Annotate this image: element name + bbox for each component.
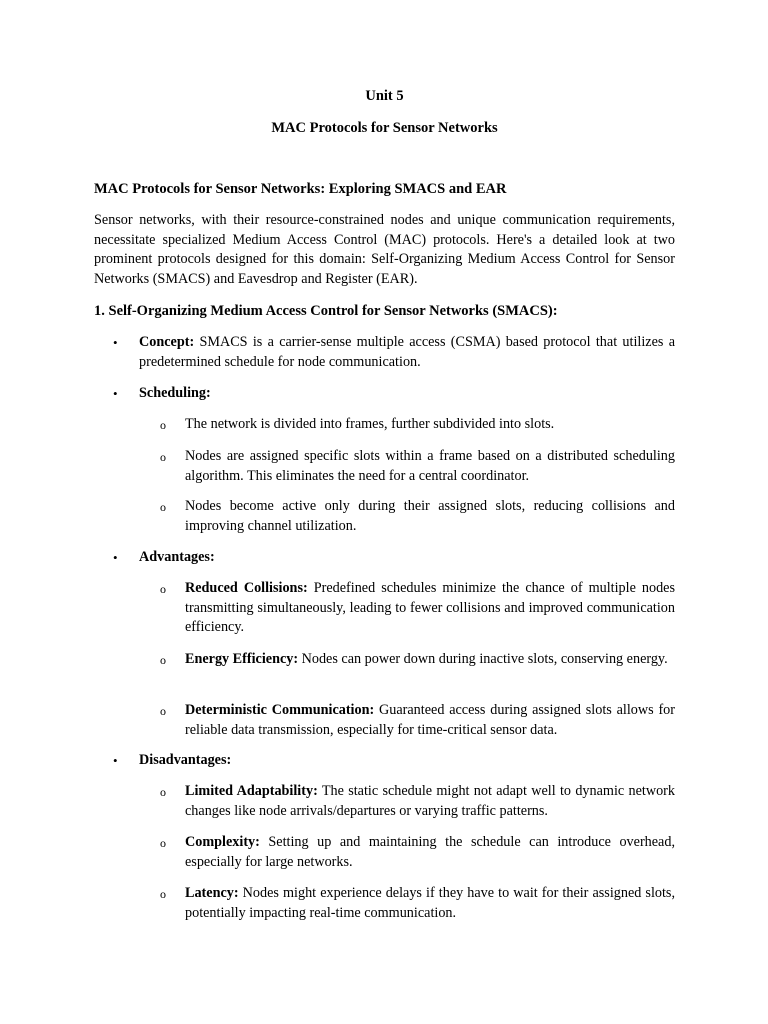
scheduling-item-text: The network is divided into frames, further subdivided into slots. bbox=[185, 416, 555, 432]
scheduling-item-text: Nodes are assigned specific slots within a frame based on a distributed scheduling algorithm. This eliminates the need for a central coordinator. bbox=[185, 448, 675, 484]
concept-text: SMACS is a carrier-sense multiple access (CSMA) based protocol that utilizes a predetermined schedule for node communication. bbox=[139, 334, 675, 370]
scheduling-label: Scheduling: bbox=[139, 385, 211, 401]
disadvantage-text: Nodes might experience delays if they have to wait for their assigned slots, potentially impacting real-time communication. bbox=[185, 885, 675, 921]
disadvantage-label: Latency: bbox=[185, 885, 239, 901]
advantage-label: Energy Efficiency: bbox=[185, 651, 299, 667]
bullet-glyph: • bbox=[113, 550, 118, 565]
list-item-scheduling bbox=[113, 384, 675, 404]
disadvantage-text: The static schedule might not adapt well to dynamic network changes like node arrivals/departures or varying traffic patterns. bbox=[185, 783, 675, 819]
list-item bbox=[160, 833, 675, 872]
disadvantages-label: Disadvantages: bbox=[139, 752, 232, 768]
sub-bullet-glyph: o bbox=[160, 704, 166, 718]
scheduling-item-text: Nodes become active only during their assigned slots, reducing collisions and improving channel utilization. bbox=[185, 498, 675, 534]
unit-label: Unit 5 bbox=[365, 88, 404, 104]
sub-bullet-glyph: o bbox=[160, 582, 166, 596]
disadvantage-label: Complexity: bbox=[185, 834, 260, 850]
list-item bbox=[160, 650, 675, 670]
list-item bbox=[160, 884, 675, 923]
sub-bullet-glyph: o bbox=[160, 836, 166, 850]
list-item-concept bbox=[113, 333, 675, 372]
list-item bbox=[160, 782, 675, 821]
smacs-heading: 1. Self-Organizing Medium Access Control for Sensor Networks (SMACS): bbox=[94, 303, 558, 319]
advantage-label: Reduced Collisions: bbox=[185, 580, 308, 596]
list-item-disadvantages bbox=[113, 751, 675, 771]
list-item bbox=[160, 701, 675, 740]
list-item bbox=[160, 447, 675, 486]
sub-bullet-glyph: o bbox=[160, 785, 166, 799]
sub-bullet-glyph: o bbox=[160, 418, 166, 432]
intro-paragraph: Sensor networks, with their resource-constrained nodes and unique communication requirements, necessitate specialized Medium Access Control (MAC) protocols. Here's a detailed look at two prominent protocols designed for this domain: Self-Organizing Medium Access Control for Sensor Networks (SMACS) and Eavesdrop and Register (EAR). bbox=[94, 212, 675, 287]
disadvantage-text: Setting up and maintaining the schedule can introduce overhead, especially for large networks. bbox=[185, 834, 675, 870]
sub-bullet-glyph: o bbox=[160, 653, 166, 667]
section-heading: MAC Protocols for Sensor Networks: Exploring SMACS and EAR bbox=[94, 181, 507, 197]
advantage-label: Deterministic Communication: bbox=[185, 702, 375, 718]
list-item-advantages bbox=[113, 548, 675, 568]
advantages-label: Advantages: bbox=[139, 549, 215, 565]
advantage-text: Nodes can power down during inactive slots, conserving energy. bbox=[298, 651, 668, 667]
list-item bbox=[160, 415, 675, 435]
document-title: MAC Protocols for Sensor Networks bbox=[271, 120, 498, 136]
bullet-glyph: • bbox=[113, 386, 118, 401]
bullet-glyph: • bbox=[113, 753, 118, 768]
sub-bullet-glyph: o bbox=[160, 500, 166, 514]
disadvantage-label: Limited Adaptability: bbox=[185, 783, 318, 799]
list-item bbox=[160, 497, 675, 536]
advantage-text: Predefined schedules minimize the chance of multiple nodes transmitting simultaneously, leading to fewer collisions and improved communication efficiency. bbox=[185, 580, 676, 635]
sub-bullet-glyph: o bbox=[160, 450, 166, 464]
bullet-glyph: • bbox=[113, 335, 118, 350]
list-item bbox=[160, 579, 676, 638]
sub-bullet-glyph: o bbox=[160, 887, 166, 901]
advantage-text: Guaranteed access during assigned slots allows for reliable data transmission, especially for time-critical sensor data. bbox=[185, 702, 675, 738]
concept-label: Concept: bbox=[139, 334, 195, 350]
